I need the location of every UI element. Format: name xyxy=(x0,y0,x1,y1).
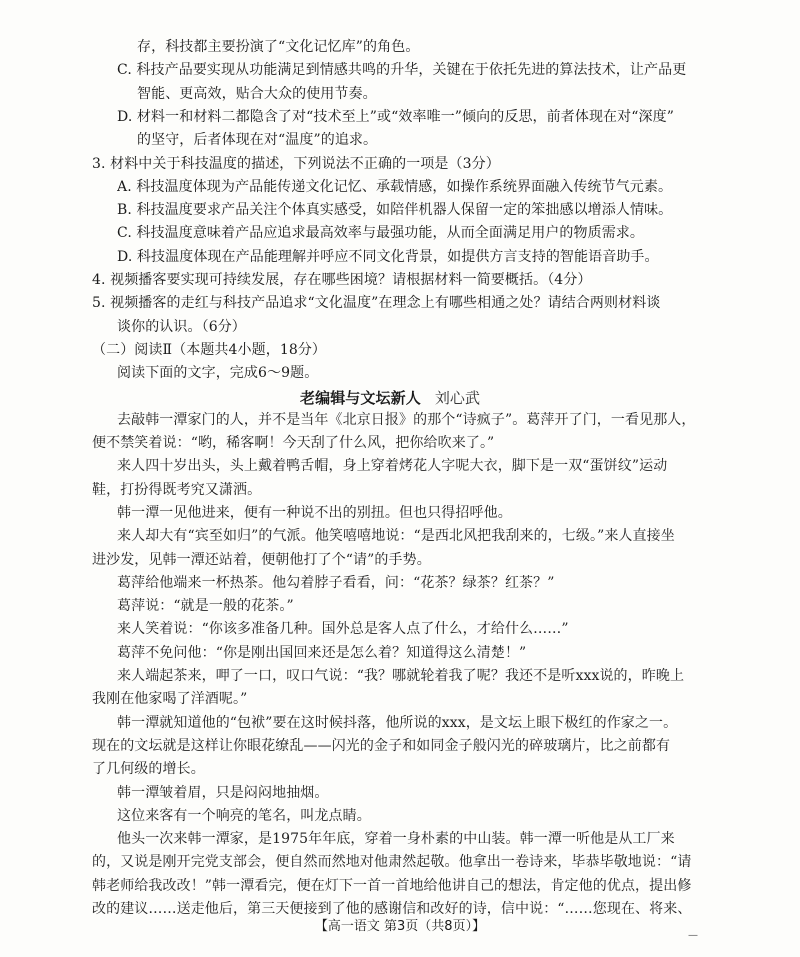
text-line-l23: 进沙发，见韩一潭还站着，便朝他打了个“请”的手势。 xyxy=(92,551,431,568)
text-line-l02: C. 科技产品要实现从功能满足到情感共鸣的升华，关键在于依托先进的算法技术，让产品更 xyxy=(117,62,687,79)
text-line-l17: 去敲韩一潭家门的人，并不是当年《北京日报》的那个“诗疯子”。葛萍开了门，一看见那人， xyxy=(117,411,696,428)
text-line-l21: 韩一潭一见他进来，便有一种说不出的别扭。但也只得招呼他。 xyxy=(117,504,512,521)
text-line-l06: 3. 材料中关于科技温度的描述，下列说法不正确的一项是（3分） xyxy=(92,155,500,172)
text-line-l15: 阅读下面的文字，完成6～9题。 xyxy=(117,365,319,382)
text-line-l20: 鞋，打扮得既考究又潇洒。 xyxy=(92,481,262,498)
text-line-h4: 的，又说是刚开完党支部会，便自然而然地对他肃然起敬。他拿出一卷诗来，毕恭毕敬地说：“请 xyxy=(92,854,692,871)
text-line-l31: 现在的文坛就是这样让你眼花缭乱——闪光的金子和如同金子般闪光的碎玻璃片，比之前都有 xyxy=(92,737,671,754)
text-line-l24: 葛萍给他端来一杯热茶。他勾着脖子看看，问：“花茶？绿茶？红茶？” xyxy=(117,574,555,591)
text-line-l04: D. 材料一和材料二都隐含了对“技术至上”或“效率唯一”倾向的反思，前者体现在对“深度” xyxy=(117,108,674,125)
text-line-l14: （二）阅读Ⅱ（本题共4小题，18分） xyxy=(92,341,327,358)
text-line-l05: 的坚守，后者体现在对“温度”的追求。 xyxy=(137,132,378,149)
text-line-l13: 谈你的认识。（6分） xyxy=(117,318,246,335)
text-line-l25: 葛萍说：“就是一般的花茶。” xyxy=(117,598,294,615)
text-line-h2: 这位来客有一个响亮的笔名，叫龙点睛。 xyxy=(117,807,371,824)
text-line-l28: 来人端起茶来，呷了一口，叹口气说：“我？哪就轮着我了呢？我还不是听xxx说的，昨晚上 xyxy=(117,668,685,684)
text-line-l32: 了几何级的增长。 xyxy=(92,761,205,778)
text-line-l03: 智能、更高效，贴合大众的使用节奏。 xyxy=(137,85,377,102)
text-line-l19: 来人四十岁出头，头上戴着鸭舌帽，身上穿着烤花人字呢大衣，脚下是一双“蛋饼纹”运动 xyxy=(117,458,668,475)
text-line-l01: 存，科技都主要扮演了“文化记忆库”的角色。 xyxy=(137,39,420,55)
corner-mark: — xyxy=(688,930,698,941)
text-line-l22: 来人却大有“宾至如归”的气派。他笑嘻嘻地说：“是西北风把我刮来的，七级。”来人直接坐 xyxy=(117,528,675,545)
text-line-l18: 便不禁笑着说：“哟，稀客啊！今天刮了什么风，把你给吹来了。” xyxy=(92,435,495,452)
text-line-l26: 来人笑着说：“你该多准备几种。国外总是客人点了什么，才给什么……” xyxy=(117,621,569,638)
text-line-l10: D. 科技温度体现在产品能理解并呼应不同文化背景，如提供方言支持的智能语音助手。 xyxy=(117,248,659,265)
text-line-h3: 他头一次来韩一潭家，是1975年年底，穿着一身朴素的中山装。韩一潭一听他是从工厂来 xyxy=(117,831,675,848)
text-line-l07: A. 科技温度体现为产品能传递文化记忆、承载情感，如操作系统界面融入传统节气元素。 xyxy=(117,178,673,195)
author-name: 刘心武 xyxy=(434,388,481,407)
text-line-l11: 4. 视频播客要实现可持续发展，存在哪些困境？请根据材料一简要概括。（4分） xyxy=(92,272,592,288)
text-line-l29: 我刚在他家喝了洋酒呢。” xyxy=(92,691,248,708)
text-line-l08: B. 科技温度要求产品关注个体真实感受，如陪伴机器人保留一定的笨拙感以增添人情味。 xyxy=(117,202,673,219)
text-line-h6: 改的建议……送走他后，第三天便接到了他的感谢信和改好的诗，信中说：“……您现在、将来、 xyxy=(92,901,692,917)
passage-title xyxy=(300,388,720,408)
title-text: 老编辑与文坛新人 xyxy=(300,388,421,407)
text-line-h5: 韩老师给我改改！”韩一潭看完，便在灯下一首一首地给他讲自己的想法，肯定他的优点，提出修 xyxy=(92,877,692,894)
text-line-l09: C. 科技温度意味着产品应追求最高效率与最强功能，从而全面满足用户的物质需求。 xyxy=(117,225,645,242)
text-line-h1: 韩一潭皱着眉，只是闷闷地抽烟。 xyxy=(117,784,329,801)
text-line-l12: 5. 视频播客的走红与科技产品追求“文化温度”在理念上有哪些相通之处？请结合两则材料谈 xyxy=(92,295,661,312)
page-footer: 【高一语文 第3页（共8页）】 xyxy=(314,919,486,934)
text-line-l27: 葛萍不免问他：“你是刚出国回来还是怎么着？知道得这么清楚！” xyxy=(117,644,527,661)
text-line-l30: 韩一潭就知道他的“包袱”要在这时候抖落，他所说的xxx，是文坛上眼下极红的作家之一。 xyxy=(117,714,678,731)
